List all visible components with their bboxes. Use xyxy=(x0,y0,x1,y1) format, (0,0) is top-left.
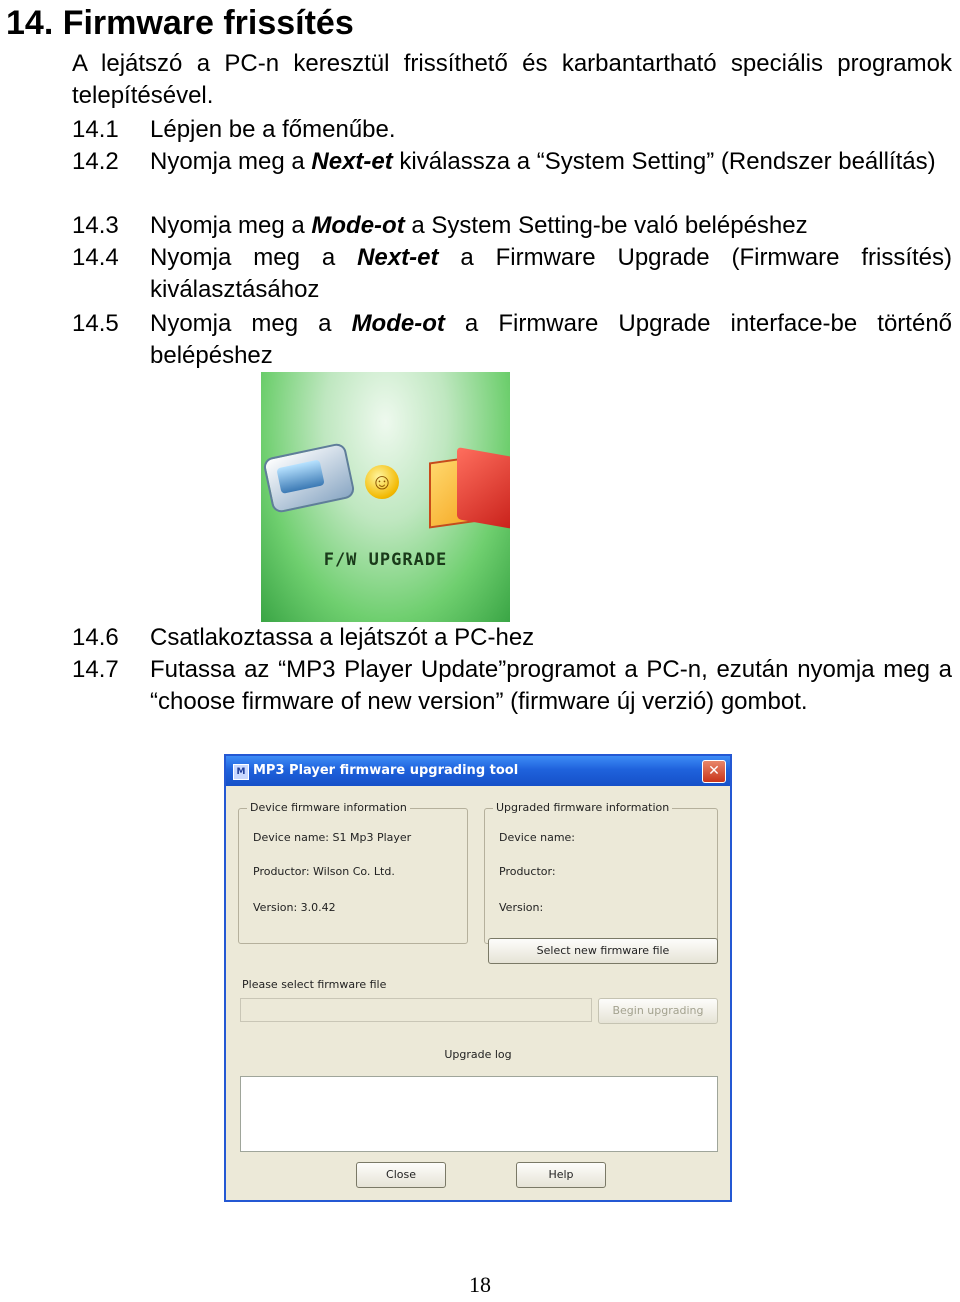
smiley-icon: ☺ xyxy=(365,465,399,499)
step-text: Nyomja meg a Mode-ot a Firmware Upgrade interface-be történő belépéshez xyxy=(150,310,953,369)
step-text: Lépjen be a főmenűbe. xyxy=(150,116,396,143)
select-firmware-label: Please select firmware file xyxy=(242,978,387,991)
step-text: Nyomja meg a Next-et kiválassza a “System Setting” (Rendszer beállítás) xyxy=(150,148,936,175)
step-text: Nyomja meg a Mode-ot a System Setting-be való belépéshez xyxy=(150,212,808,239)
step-14-7 xyxy=(72,654,952,718)
step-14-4 xyxy=(72,242,952,306)
step-14-1 xyxy=(72,114,952,146)
upgrade-log-label: Upgrade log xyxy=(444,1048,512,1061)
close-button[interactable]: Close xyxy=(356,1162,446,1188)
button-keyword: Next-et xyxy=(311,148,393,175)
step-number: 14.6 xyxy=(72,624,119,651)
device-name-field: Device name: S1 Mp3 Player xyxy=(253,831,412,844)
button-keyword: Mode-ot xyxy=(311,212,405,239)
window-title: MP3 Player firmware upgrading tool xyxy=(253,763,519,778)
window-titlebar[interactable] xyxy=(226,756,730,786)
step-text: Nyomja meg a Next-et a Firmware Upgrade (Firmware frissítés) kiválasztásához xyxy=(150,244,953,303)
device-screen-image xyxy=(261,372,510,622)
group-label: Device firmware information xyxy=(247,801,410,814)
step-number: 14.2 xyxy=(72,148,119,175)
select-firmware-button[interactable]: Select new firmware file xyxy=(488,938,718,964)
step-number: 14.7 xyxy=(72,656,119,683)
firmware-path-input[interactable] xyxy=(240,998,592,1022)
step-number: 14.1 xyxy=(72,116,119,143)
step-14-6 xyxy=(72,622,952,654)
page-number: 18 xyxy=(469,1272,491,1297)
intro-paragraph: A lejátszó a PC-n keresztül frissíthető és karbantartható speciális programok telepítésével. xyxy=(72,50,952,109)
screen-caption: F/W UPGRADE xyxy=(323,550,448,570)
package-icon xyxy=(457,447,510,529)
upgraded-info-group xyxy=(484,801,718,944)
help-button[interactable]: Help xyxy=(516,1162,606,1188)
device-info-group xyxy=(238,801,468,944)
upgrade-log-textarea[interactable] xyxy=(240,1076,718,1152)
step-number: 14.4 xyxy=(72,244,119,271)
step-text: Csatlakoztassa a lejátszót a PC-hez xyxy=(150,624,535,651)
firmware-tool-window xyxy=(224,754,732,1202)
step-14-5 xyxy=(72,308,952,372)
mp3-player-icon xyxy=(262,442,356,514)
step-number: 14.5 xyxy=(72,310,119,337)
button-keyword: Next-et xyxy=(357,244,439,271)
device-version-field: Version: 3.0.42 xyxy=(253,901,336,914)
step-14-3 xyxy=(72,210,952,242)
close-icon[interactable]: ✕ xyxy=(702,760,726,783)
begin-upgrading-button[interactable]: Begin upgrading xyxy=(598,998,718,1024)
button-keyword: Mode-ot xyxy=(351,310,445,337)
upgraded-version-field: Version: xyxy=(499,901,544,914)
group-label: Upgraded firmware information xyxy=(493,801,672,814)
section-heading: 14. Firmware frissítés xyxy=(6,4,354,42)
app-icon: M xyxy=(233,764,249,780)
upgraded-productor-field: Productor: xyxy=(499,865,556,878)
upgraded-name-field: Device name: xyxy=(499,831,576,844)
step-number: 14.3 xyxy=(72,212,119,239)
device-productor-field: Productor: Wilson Co. Ltd. xyxy=(253,865,395,878)
step-text: Futassa az “MP3 Player Update”programot a PC-n, ezután nyomja meg a “choose firmware of new version” (firmware új verzió) gombot. xyxy=(150,656,952,715)
step-14-2 xyxy=(72,146,952,178)
